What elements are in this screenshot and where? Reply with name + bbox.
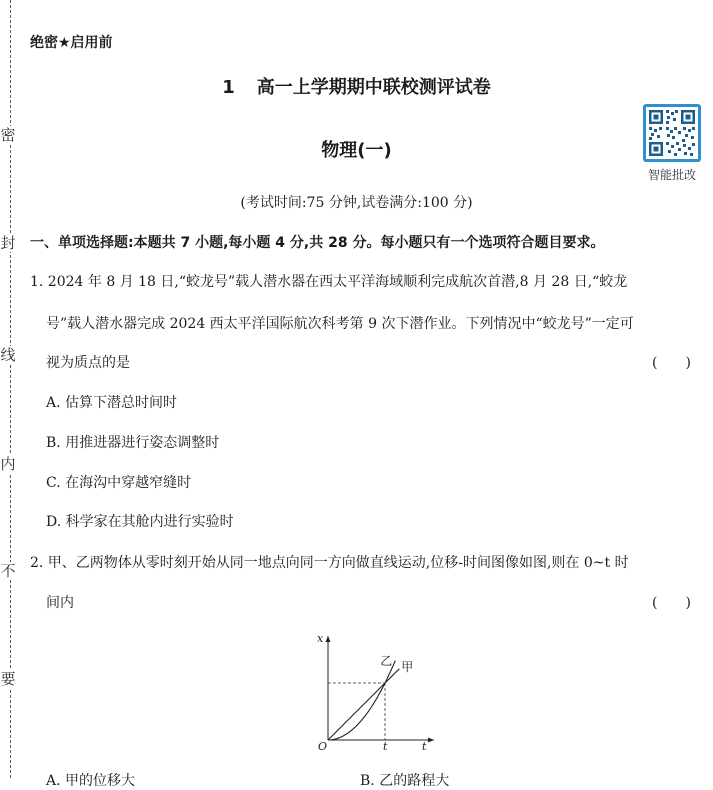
series-jia-label: 甲 xyxy=(401,659,414,674)
x-tick-label-t: t xyxy=(383,740,388,752)
q2-stem-line-1: 2. 甲、乙两物体从零时刻开始从同一地点向同一方向做直线运动,位移-时间图像如图,则在 0~t 时 xyxy=(30,555,629,571)
x-axis-arrow xyxy=(428,738,434,743)
q2-stem-line-2: 间内 xyxy=(46,595,74,611)
q2-option-a[interactable]: A. 甲的位移大 xyxy=(46,773,136,789)
q2-answer-blank[interactable]: ( ) xyxy=(652,595,691,611)
exam-info: (考试时间:75 分钟,试卷满分:100 分) xyxy=(240,195,473,211)
binding-char-2: 封 xyxy=(0,234,16,252)
binding-char-5: 不 xyxy=(0,562,16,580)
exam-number: 1 xyxy=(222,77,235,98)
x-axis-label: t xyxy=(422,740,427,752)
q1-stem-line-1: 1. 2024 年 8 月 18 日,“蛟龙号”载人潜水器在西太平洋海域顺利完成航次首潜,8 月 28 日,“蛟龙 xyxy=(30,274,628,290)
exam-title-text: 高一上学期期中联校测评试卷 xyxy=(256,77,491,98)
graph-svg xyxy=(312,628,442,752)
origin-label: O xyxy=(318,740,328,752)
q1-stem-line-2: 号”载人潜水器完成 2024 西太平洋国际航次科考第 9 次下潜作业。下列情况中“蛟龙号”一定可 xyxy=(46,316,634,332)
q1-option-b[interactable]: B. 用推进器进行姿态调整时 xyxy=(46,435,220,451)
binding-char-1: 密 xyxy=(0,126,16,144)
subject-title: 物理(一) xyxy=(321,140,392,161)
series-jia-line xyxy=(328,669,399,740)
binding-dashed-line xyxy=(10,0,11,778)
series-yi-label: 乙 xyxy=(380,653,393,668)
q1-stem-line-3: 视为质点的是 xyxy=(46,355,130,371)
q1-answer-blank[interactable]: ( ) xyxy=(652,355,691,371)
q2-option-b[interactable]: B. 乙的路程大 xyxy=(360,773,450,789)
binding-char-3: 线 xyxy=(0,346,16,364)
q1-option-d[interactable]: D. 科学家在其舱内进行实验时 xyxy=(46,514,234,530)
q1-option-a[interactable]: A. 估算下潜总时间时 xyxy=(46,395,178,411)
y-axis-label: x xyxy=(317,632,324,645)
confidential-label: 绝密★启用前 xyxy=(30,35,113,51)
binding-char-4: 内 xyxy=(0,455,16,473)
exam-title xyxy=(0,73,713,99)
binding-char-6: 要 xyxy=(0,670,16,688)
y-axis-arrow xyxy=(326,636,331,642)
section-heading: 一、单项选择题:本题共 7 小题,每小题 4 分,共 28 分。每小题只有一个选项符合题目要求。 xyxy=(30,235,605,251)
q1-option-c[interactable]: C. 在海沟中穿越窄缝时 xyxy=(46,475,192,491)
qr-caption: 智能批改 xyxy=(647,168,696,182)
position-time-graph xyxy=(312,628,442,756)
